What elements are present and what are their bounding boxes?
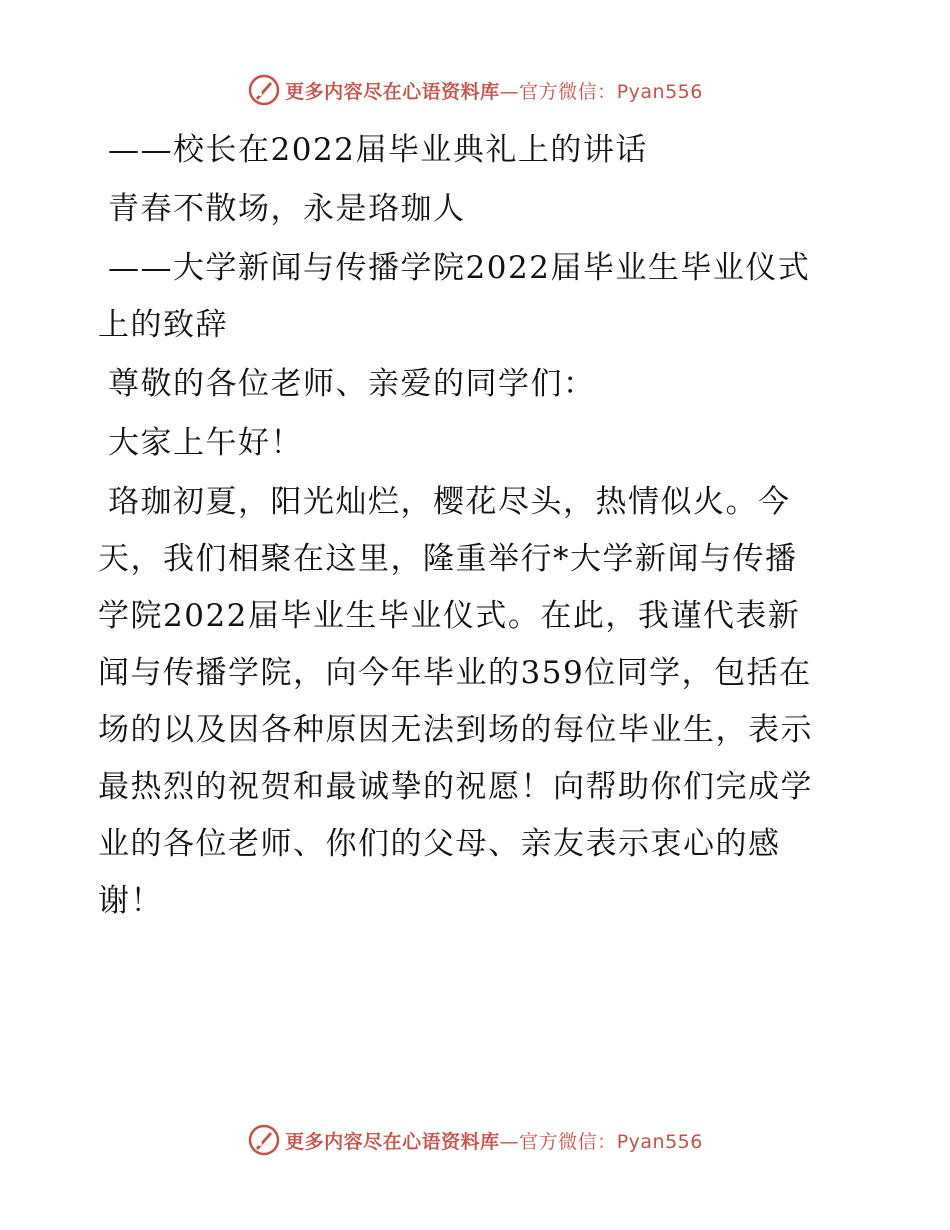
header-watermark: [0, 70, 950, 110]
watermark-contact-id: Pyan556: [616, 1130, 703, 1153]
watermark-contact-label: 官方微信：: [519, 80, 617, 103]
watermark-contact-id: Pyan556: [616, 80, 703, 103]
greeting: 大家上午好！: [108, 425, 303, 461]
paragraph-line: 业的各位老师、你们的父母、亲友表示衷心的感: [98, 826, 781, 862]
watermark-dash: —: [499, 1130, 520, 1153]
speech-title: 青春不散场，永是珞珈人: [108, 191, 466, 227]
paragraph-line: 场的以及因各种原因无法到场的每位毕业生，表示: [98, 712, 813, 748]
document-body: [98, 122, 858, 930]
footer-watermark: [0, 1120, 950, 1160]
salutation: 尊敬的各位老师、亲爱的同学们：: [108, 366, 596, 402]
quill-logo-icon: [247, 73, 281, 107]
watermark-dash: —: [499, 80, 520, 103]
paragraph-line: 最热烈的祝贺和最诚挚的祝愿！向帮助你们完成学: [98, 769, 813, 805]
watermark-contact-label: 官方微信：: [519, 1130, 617, 1153]
subtitle-line: ——校长在2022届毕业典礼上的讲话: [108, 132, 648, 168]
paragraph-line: 天，我们相聚在这里，隆重举行*大学新闻与传播: [98, 541, 798, 577]
speech-subtitle-line-1: ——大学新闻与传播学院2022届毕业生毕业仪式: [108, 250, 811, 286]
quill-logo-icon: [247, 1123, 281, 1157]
paragraph-line: 闻与传播学院，向今年毕业的359位同学，包括在: [98, 655, 812, 691]
watermark-text: [285, 1127, 703, 1154]
paragraph-line: 学院2022届毕业生毕业仪式。在此，我谨代表新: [98, 598, 801, 634]
watermark-text: [285, 77, 703, 104]
paragraph-line: 谢！: [98, 883, 163, 919]
watermark-site-text: 更多内容尽在心语资料库: [285, 1130, 500, 1153]
watermark-site-text: 更多内容尽在心语资料库: [285, 80, 500, 103]
speech-subtitle-line-2: 上的致辞: [98, 307, 228, 343]
body-paragraph: [98, 474, 858, 930]
paragraph-line: 珞珈初夏，阳光灿烂，樱花尽头，热情似火。今: [108, 484, 791, 520]
